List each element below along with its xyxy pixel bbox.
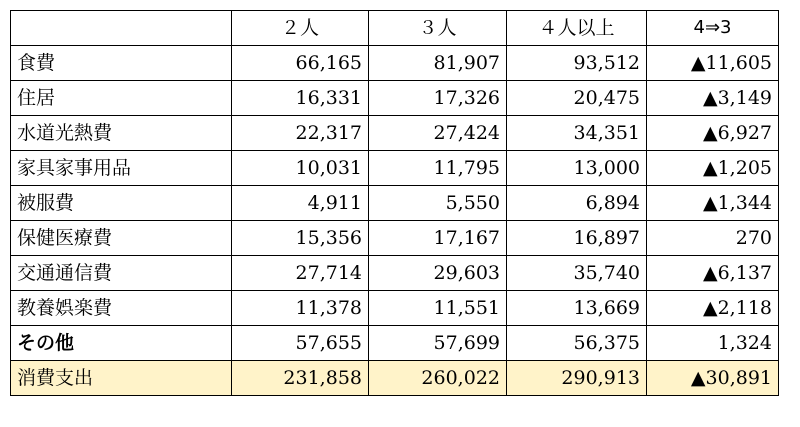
row-label: 家具家事用品 bbox=[11, 151, 232, 186]
cell-two-person: 16,331 bbox=[232, 81, 369, 116]
table-row bbox=[11, 46, 779, 81]
cell-two-person: 57,655 bbox=[232, 326, 369, 361]
cell-three-person: 17,167 bbox=[369, 221, 507, 256]
cell-three-person: 17,326 bbox=[369, 81, 507, 116]
cell-three-person: 81,907 bbox=[369, 46, 507, 81]
table-row bbox=[11, 81, 779, 116]
cell-three-person: 27,424 bbox=[369, 116, 507, 151]
cell-two-person: 66,165 bbox=[232, 46, 369, 81]
cell-difference: 270 bbox=[647, 221, 779, 256]
total-four-plus-person: 290,913 bbox=[507, 361, 647, 396]
table-row bbox=[11, 186, 779, 221]
cell-two-person: 22,317 bbox=[232, 116, 369, 151]
total-three-person: 260,022 bbox=[369, 361, 507, 396]
table-row bbox=[11, 326, 779, 361]
row-label: 被服費 bbox=[11, 186, 232, 221]
cell-four-plus-person: 93,512 bbox=[507, 46, 647, 81]
cell-difference: ▲1,205 bbox=[647, 151, 779, 186]
cell-four-plus-person: 6,894 bbox=[507, 186, 647, 221]
cell-three-person: 29,603 bbox=[369, 256, 507, 291]
row-label: その他 bbox=[11, 326, 232, 361]
cell-three-person: 5,550 bbox=[369, 186, 507, 221]
header-two-person: ２人 bbox=[232, 11, 369, 46]
cell-difference: ▲1,344 bbox=[647, 186, 779, 221]
cell-three-person: 11,551 bbox=[369, 291, 507, 326]
row-label: 水道光熱費 bbox=[11, 116, 232, 151]
cell-two-person: 4,911 bbox=[232, 186, 369, 221]
total-row bbox=[11, 361, 779, 396]
cell-two-person: 15,356 bbox=[232, 221, 369, 256]
cell-difference: ▲11,605 bbox=[647, 46, 779, 81]
row-label: 保健医療費 bbox=[11, 221, 232, 256]
cell-difference: ▲6,927 bbox=[647, 116, 779, 151]
cell-four-plus-person: 35,740 bbox=[507, 256, 647, 291]
cell-difference: ▲2,118 bbox=[647, 291, 779, 326]
cell-difference: ▲6,137 bbox=[647, 256, 779, 291]
cell-two-person: 11,378 bbox=[232, 291, 369, 326]
table-row bbox=[11, 291, 779, 326]
row-label: 教養娯楽費 bbox=[11, 291, 232, 326]
cell-four-plus-person: 34,351 bbox=[507, 116, 647, 151]
header-corner-cell bbox=[11, 11, 232, 46]
household-expense-table bbox=[10, 10, 779, 396]
header-difference: 4⇒3 bbox=[647, 11, 779, 46]
row-label: 食費 bbox=[11, 46, 232, 81]
table-row bbox=[11, 116, 779, 151]
row-label: 交通通信費 bbox=[11, 256, 232, 291]
header-four-plus-person: ４人以上 bbox=[507, 11, 647, 46]
cell-four-plus-person: 20,475 bbox=[507, 81, 647, 116]
table-row bbox=[11, 151, 779, 186]
cell-two-person: 27,714 bbox=[232, 256, 369, 291]
total-two-person: 231,858 bbox=[232, 361, 369, 396]
cell-four-plus-person: 16,897 bbox=[507, 221, 647, 256]
cell-four-plus-person: 56,375 bbox=[507, 326, 647, 361]
cell-four-plus-person: 13,669 bbox=[507, 291, 647, 326]
header-row bbox=[11, 11, 779, 46]
header-three-person: ３人 bbox=[369, 11, 507, 46]
table-row bbox=[11, 221, 779, 256]
total-difference: ▲30,891 bbox=[647, 361, 779, 396]
cell-difference: ▲3,149 bbox=[647, 81, 779, 116]
cell-difference: 1,324 bbox=[647, 326, 779, 361]
row-label: 住居 bbox=[11, 81, 232, 116]
cell-four-plus-person: 13,000 bbox=[507, 151, 647, 186]
table-row bbox=[11, 256, 779, 291]
total-label: 消費支出 bbox=[11, 361, 232, 396]
cell-two-person: 10,031 bbox=[232, 151, 369, 186]
cell-three-person: 11,795 bbox=[369, 151, 507, 186]
cell-three-person: 57,699 bbox=[369, 326, 507, 361]
